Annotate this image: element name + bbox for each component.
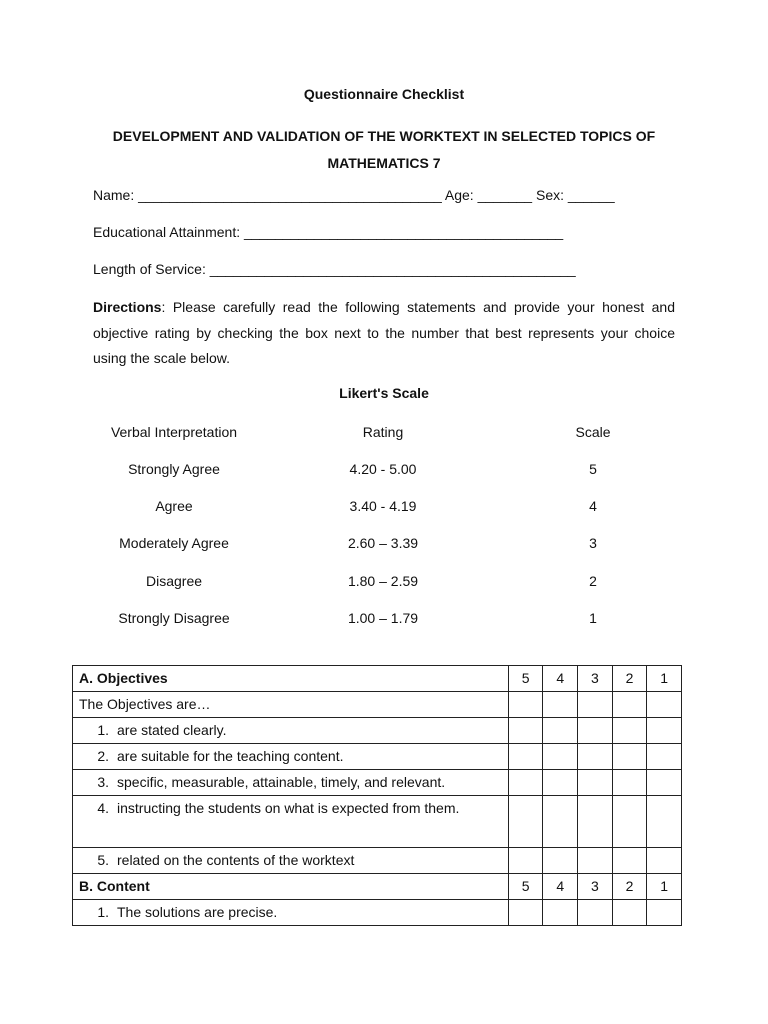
likert-header-row bbox=[0, 424, 768, 444]
item-number: 3. bbox=[97, 774, 109, 790]
rating-checkbox-2[interactable] bbox=[612, 796, 647, 848]
rating-checkbox-4[interactable] bbox=[543, 900, 578, 926]
rating-checkbox-5[interactable] bbox=[508, 718, 543, 744]
objective-row bbox=[73, 848, 682, 874]
rating-checkbox-2[interactable] bbox=[612, 848, 647, 874]
likert-scale-title: Likert's Scale bbox=[339, 385, 429, 401]
objective-text: specific, measurable, attainable, timely, and relevant. bbox=[117, 774, 446, 790]
likert-verbal: Disagree bbox=[145, 573, 203, 589]
item-number: 5. bbox=[97, 852, 109, 868]
scale-2-header: 2 bbox=[612, 874, 647, 900]
rating-checkbox-3[interactable] bbox=[578, 692, 613, 718]
likert-row bbox=[0, 610, 768, 630]
directions-text: : Please carefully read the following statements and provide your honest and objective rating by checking the box next to the number that best represents your choice using the scale below. bbox=[93, 299, 675, 366]
likert-row bbox=[0, 573, 768, 593]
scale-5-header: 5 bbox=[508, 666, 543, 692]
scale-1-header: 1 bbox=[647, 666, 682, 692]
objective-row bbox=[73, 718, 682, 744]
likert-rating: 1.80 – 2.59 bbox=[347, 573, 419, 589]
likert-row bbox=[0, 535, 768, 555]
section-a-header-row bbox=[73, 666, 682, 692]
item-number: 2. bbox=[97, 748, 109, 764]
likert-scale: 1 bbox=[589, 610, 597, 626]
rating-checkbox-4[interactable] bbox=[543, 848, 578, 874]
rating-checkbox-2[interactable] bbox=[612, 692, 647, 718]
scale-4-header: 4 bbox=[543, 666, 578, 692]
rating-checkbox-1[interactable] bbox=[647, 796, 682, 848]
section-b-header-row bbox=[73, 874, 682, 900]
section-b-title: B. Content bbox=[73, 874, 509, 900]
objectives-intro: The Objectives are… bbox=[73, 692, 509, 718]
scale-3-header: 3 bbox=[578, 666, 613, 692]
likert-rating: 1.00 – 1.79 bbox=[347, 610, 419, 626]
objective-text: related on the contents of the worktext bbox=[117, 852, 355, 868]
likert-header-rating: Rating bbox=[362, 424, 404, 440]
scale-2-header: 2 bbox=[612, 666, 647, 692]
likert-row bbox=[0, 498, 768, 518]
rating-table bbox=[72, 665, 682, 926]
objective-text: are suitable for the teaching content. bbox=[117, 748, 344, 764]
rating-checkbox-2[interactable] bbox=[612, 770, 647, 796]
rating-checkbox-5[interactable] bbox=[508, 692, 543, 718]
rating-checkbox-2[interactable] bbox=[612, 900, 647, 926]
scale-5-header: 5 bbox=[508, 874, 543, 900]
likert-rating: 4.20 - 5.00 bbox=[349, 461, 417, 477]
document-heading: DEVELOPMENT AND VALIDATION OF THE WORKTEXT IN SELECTED TOPICS OF MATHEMATICS 7 bbox=[112, 128, 656, 171]
rating-checkbox-4[interactable] bbox=[543, 692, 578, 718]
name-age-sex-field[interactable]: Name: _______________________________________ Age: _______ Sex: ______ bbox=[93, 187, 615, 203]
likert-verbal: Strongly Agree bbox=[128, 461, 220, 477]
likert-verbal: Strongly Disagree bbox=[118, 610, 230, 626]
directions-label: Directions bbox=[93, 299, 162, 315]
document-title: Questionnaire Checklist bbox=[303, 86, 465, 102]
rating-checkbox-1[interactable] bbox=[647, 718, 682, 744]
rating-checkbox-4[interactable] bbox=[543, 744, 578, 770]
likert-rating: 2.60 – 3.39 bbox=[347, 535, 419, 551]
likert-header-scale: Scale bbox=[575, 424, 611, 440]
likert-verbal: Agree bbox=[155, 498, 193, 514]
length-of-service-field[interactable]: Length of Service: _______________________________________________ bbox=[93, 261, 576, 277]
likert-scale: 3 bbox=[589, 535, 597, 551]
likert-rating: 3.40 - 4.19 bbox=[349, 498, 417, 514]
educational-attainment-field[interactable]: Educational Attainment: _________________________________________ bbox=[93, 224, 564, 240]
rating-checkbox-3[interactable] bbox=[578, 770, 613, 796]
rating-checkbox-5[interactable] bbox=[508, 900, 543, 926]
rating-checkbox-3[interactable] bbox=[578, 796, 613, 848]
content-text: The solutions are precise. bbox=[117, 904, 278, 920]
scale-4-header: 4 bbox=[543, 874, 578, 900]
item-number: 1. bbox=[97, 904, 109, 920]
objective-row bbox=[73, 744, 682, 770]
likert-row bbox=[0, 461, 768, 481]
rating-checkbox-4[interactable] bbox=[543, 796, 578, 848]
objective-text: are stated clearly. bbox=[117, 722, 227, 738]
objectives-intro-row bbox=[73, 692, 682, 718]
rating-checkbox-5[interactable] bbox=[508, 770, 543, 796]
rating-checkbox-3[interactable] bbox=[578, 900, 613, 926]
rating-checkbox-3[interactable] bbox=[578, 718, 613, 744]
rating-checkbox-1[interactable] bbox=[647, 692, 682, 718]
rating-checkbox-3[interactable] bbox=[578, 744, 613, 770]
rating-checkbox-2[interactable] bbox=[612, 744, 647, 770]
rating-checkbox-5[interactable] bbox=[508, 744, 543, 770]
objective-row bbox=[73, 770, 682, 796]
likert-scale: 2 bbox=[589, 573, 597, 589]
section-a-title: A. Objectives bbox=[73, 666, 509, 692]
scale-3-header: 3 bbox=[578, 874, 613, 900]
content-row bbox=[73, 900, 682, 926]
rating-checkbox-3[interactable] bbox=[578, 848, 613, 874]
rating-checkbox-1[interactable] bbox=[647, 900, 682, 926]
rating-checkbox-1[interactable] bbox=[647, 770, 682, 796]
objective-text: instructing the students on what is expected from them. bbox=[117, 800, 460, 816]
rating-checkbox-4[interactable] bbox=[543, 718, 578, 744]
rating-checkbox-5[interactable] bbox=[508, 848, 543, 874]
rating-checkbox-5[interactable] bbox=[508, 796, 543, 848]
rating-checkbox-1[interactable] bbox=[647, 848, 682, 874]
scale-1-header: 1 bbox=[647, 874, 682, 900]
directions-paragraph bbox=[93, 295, 675, 372]
rating-checkbox-2[interactable] bbox=[612, 718, 647, 744]
likert-scale: 5 bbox=[589, 461, 597, 477]
item-number: 4. bbox=[97, 800, 109, 816]
item-number: 1. bbox=[97, 722, 109, 738]
rating-checkbox-4[interactable] bbox=[543, 770, 578, 796]
likert-header-verbal: Verbal Interpretation bbox=[110, 424, 238, 440]
likert-verbal: Moderately Agree bbox=[119, 535, 229, 551]
rating-checkbox-1[interactable] bbox=[647, 744, 682, 770]
objective-row bbox=[73, 796, 682, 848]
likert-scale: 4 bbox=[589, 498, 597, 514]
